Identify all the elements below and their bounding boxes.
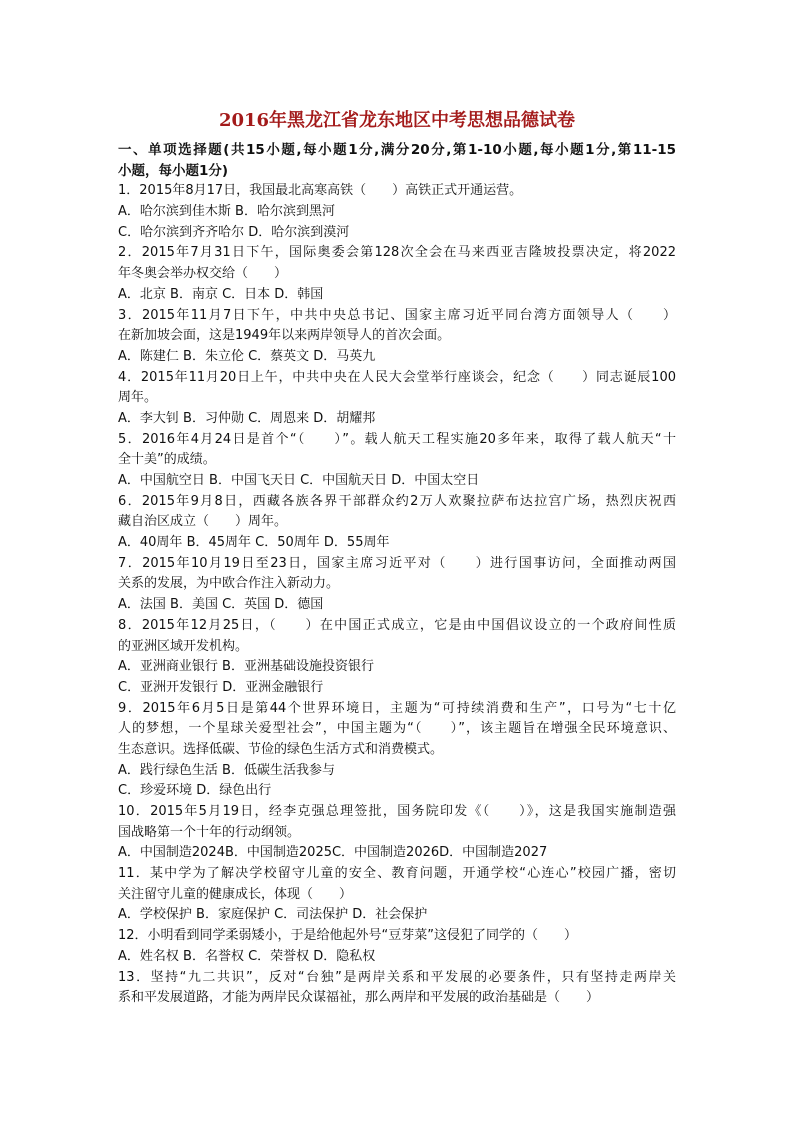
question-stem-line: 关注留守儿童的健康成长，体现（ ） — [118, 886, 353, 902]
question-stem-line: 在新加坡会面，这是1949年以来两岸领导人的首次会面。 — [118, 328, 451, 344]
answer-options-line: A．陈建仁 B．朱立伦 C．蔡英文 D．马英九 — [118, 348, 376, 364]
question-stem-line: 8．2015年12月25日，（ ）在中国正式成立，它是由中国倡议设立的一个政府间性质 — [118, 617, 676, 633]
answer-options-line: A．学校保护 B．家庭保护 C．司法保护 D．社会保护 — [118, 907, 428, 923]
answer-options-line: A．亚洲商业银行 B．亚洲基础设施投资银行 — [118, 659, 374, 675]
answer-options-line: A．践行绿色生活 B．低碳生活我参与 — [118, 762, 335, 778]
answer-options-line: C．亚洲开发银行 D．亚洲金融银行 — [118, 679, 324, 695]
question-list — [118, 181, 676, 1009]
question-stem-line: 人的梦想，一个星球关爱型社会”，中国主题为“（ ）”，该主题旨在增强全民环境意识、 — [118, 721, 676, 737]
answer-options-line: A．中国航空日 B．中国飞天日 C．中国航天日 D．中国太空日 — [118, 473, 480, 488]
answer-options-line: C．哈尔滨到齐齐哈尔 D．哈尔滨到漠河 — [118, 224, 350, 240]
document-title: 2016年黑龙江省龙东地区中考思想品德试卷 — [218, 110, 576, 131]
question-stem-line: 6．2015年9月8日，西藏各族各界干部群众约2万人欢聚拉萨布达拉宫广场，热烈庆祝西 — [118, 493, 676, 509]
question-1 — [118, 181, 676, 243]
question-3 — [118, 306, 676, 368]
question-stem-line: 的亚洲区域开发机构。 — [118, 638, 249, 654]
answer-options-line: A．北京 B．南京 C．日本 D．韩国 — [118, 286, 324, 302]
question-stem-line: 10．2015年5月19日，经李克强总理签批，国务院印发《（ ）》，这是我国实施制造强 — [118, 804, 676, 819]
question-stem-line: 3．2015年11月7日下午，中共中央总书记、国家主席习近平同台湾方面领导人（ ） — [118, 307, 676, 323]
question-11 — [118, 864, 676, 926]
question-stem-line: 13．坚持“九二共识”，反对“台独”是两岸关系和平发展的必要条件，只有坚持走两岸关 — [118, 969, 676, 985]
question-stem-line: 5．2016年4月24日是首个“（ ）”。载人航天工程实施20多年来，取得了载人航天“十 — [118, 431, 676, 447]
question-12 — [118, 926, 676, 967]
question-stem-line: 4．2015年11月20日上午，中共中央在人民大会堂举行座谈会，纪念（ ）同志诞辰100 — [118, 369, 676, 385]
question-stem-line: 周年。 — [118, 390, 158, 406]
answer-options-line: C．珍爱环境 D．绿色出行 — [118, 783, 272, 799]
question-10 — [118, 802, 676, 864]
question-7 — [118, 554, 676, 616]
answer-options-line: A．李大钊 B．习仲勋 C．周恩来 D．胡耀邦 — [118, 410, 376, 426]
answer-options-line: A．40周年 B．45周年 C．50周年 D．55周年 — [118, 535, 390, 551]
question-stem-line: 12．小明看到同学柔弱矮小，于是给他起外号“豆芽菜”这侵犯了同学的（ ） — [118, 928, 578, 944]
question-stem-line: 2．2015年7月31日下午，国际奥委会第128次全会在马来西亚吉隆坡投票决定，将2022 — [118, 245, 676, 261]
exam-body — [118, 140, 676, 1009]
answer-options-line: A．法国 B．美国 C．英国 D．德国 — [118, 597, 324, 613]
question-8 — [118, 616, 676, 699]
answer-options-line: A．哈尔滨到佳木斯 B．哈尔滨到黑河 — [118, 204, 335, 220]
question-stem-line: 系和平发展道路，才能为两岸民众谋福祉，那么两岸和平发展的政治基础是（ ） — [118, 990, 600, 1006]
question-4 — [118, 368, 676, 430]
question-stem-line: 1．2015年8月17日，我国最北高寒高铁（ ）高铁正式开通运营。 — [118, 183, 523, 199]
section-heading-line: 小题，每小题1分) — [118, 162, 229, 179]
question-2 — [118, 243, 676, 305]
question-stem-line: 关系的发展，为中欧合作注入新动力。 — [118, 576, 340, 592]
question-5 — [118, 430, 676, 492]
question-6 — [118, 492, 676, 554]
question-stem-line: 年冬奥会举办权交给（ ） — [118, 266, 288, 282]
question-stem-line: 9．2015年6月5日是第44个世界环境日，主题为“可持续消费和生产”，口号为“七十亿 — [118, 700, 676, 716]
section-heading-line: 一、单项选择题(共15小题,每小题1分,满分20分,第1-10小题,每小题1分,第11-15 — [118, 142, 676, 158]
question-stem-line: 11．某中学为了解决学校留守儿童的安全、教育问题，开通学校“心连心”校园广播，密切 — [118, 866, 676, 882]
question-stem-line: 生态意识。选择低碳、节俭的绿色生活方式和消费模式。 — [118, 741, 444, 757]
question-stem-line: 国战略第一个十年的行动纲领。 — [118, 824, 301, 840]
answer-options-line: A．中国制造2024B．中国制造2025C．中国制造2026D．中国制造2027 — [118, 845, 548, 861]
question-9 — [118, 699, 676, 802]
question-stem-line: 7．2015年10月19日至23日，国家主席习近平对（ ）进行国事访问，全面推动两国 — [118, 555, 676, 571]
answer-options-line: A．姓名权 B．名誉权 C．荣誉权 D．隐私权 — [118, 948, 376, 964]
question-stem-line: 藏自治区成立（ ）周年。 — [118, 514, 288, 530]
question-13 — [118, 968, 676, 1009]
question-stem-line: 全十美”的成绩。 — [118, 452, 216, 468]
